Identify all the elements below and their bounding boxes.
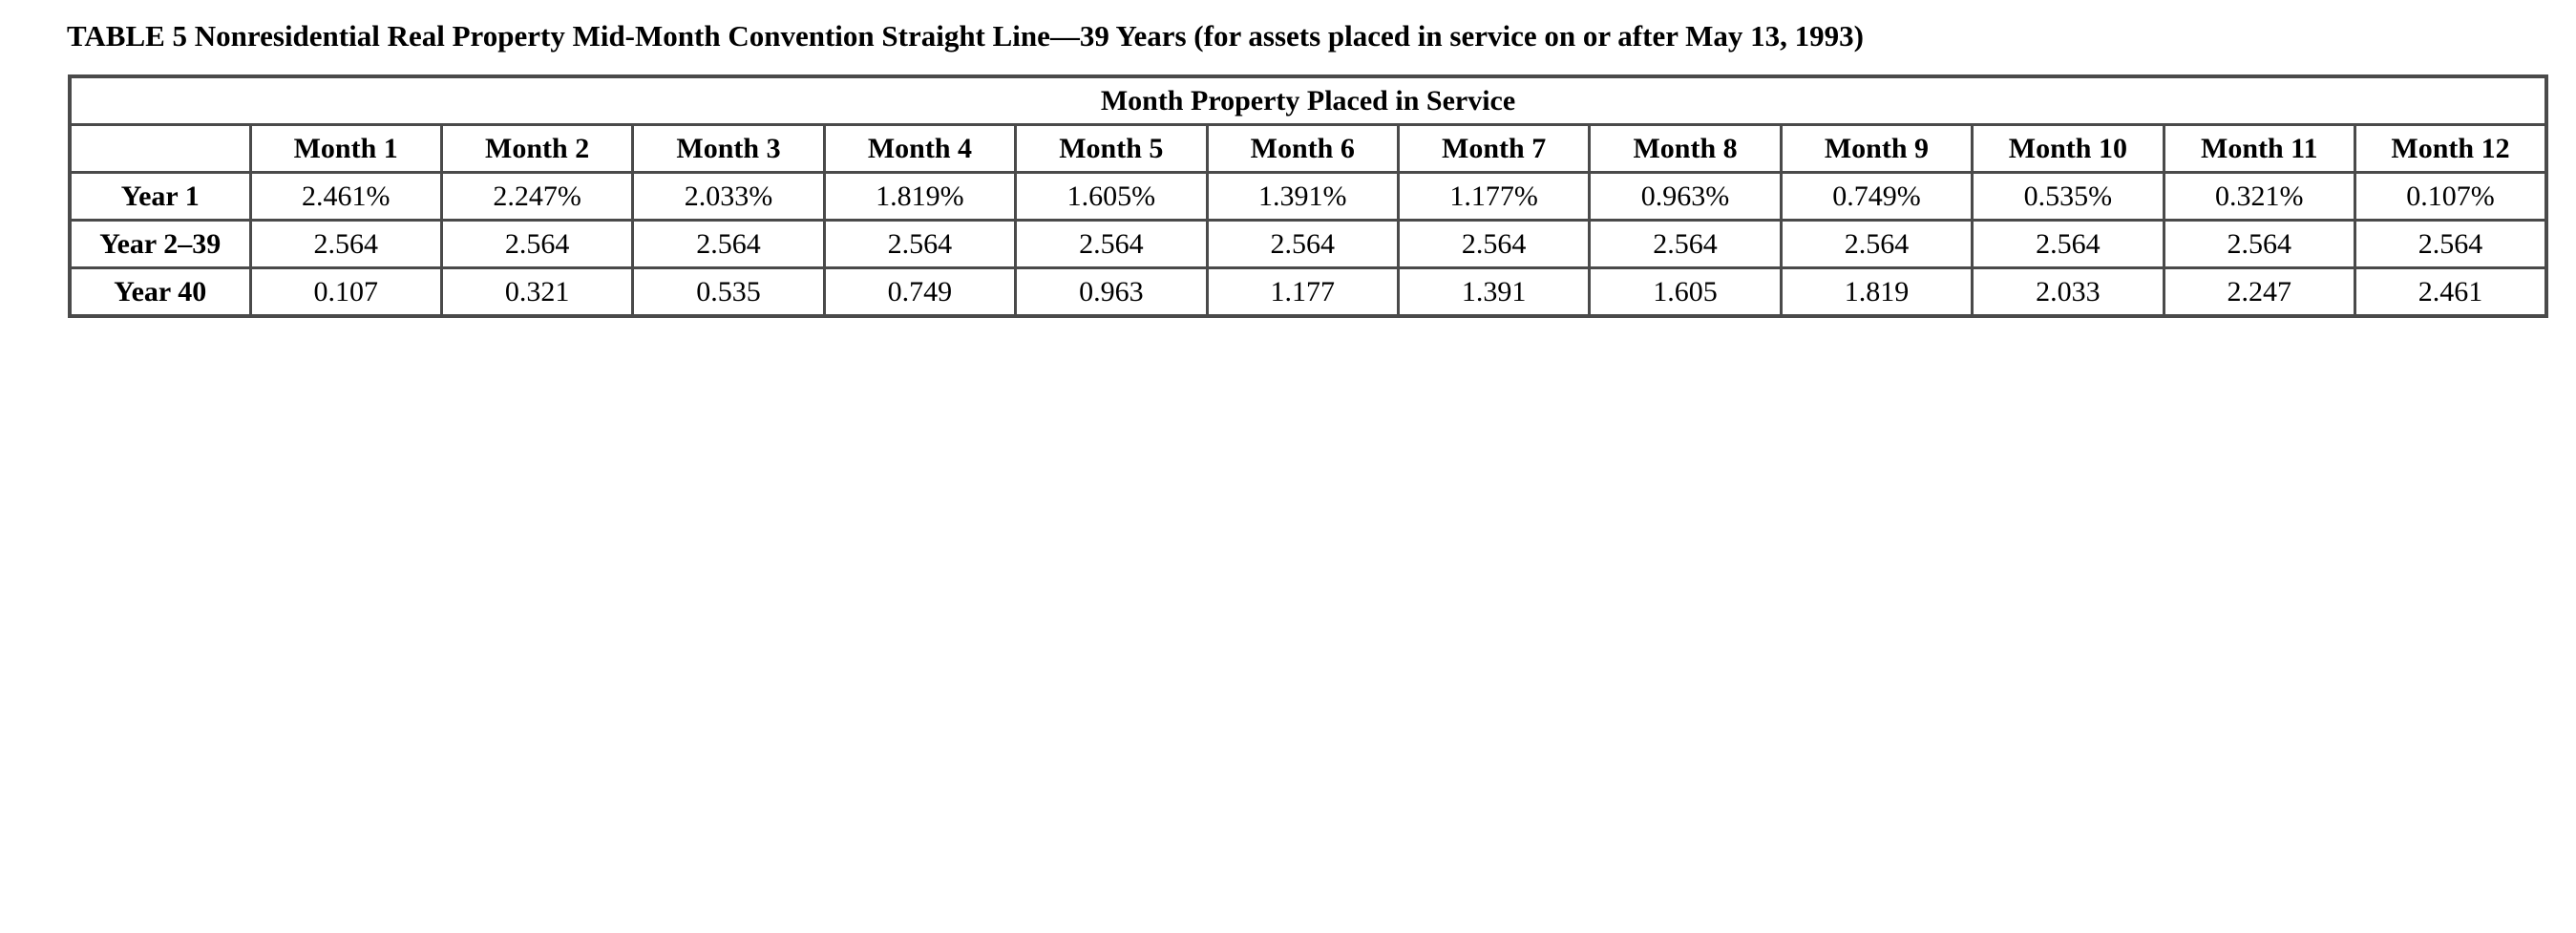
table-cell: 1.605 bbox=[1590, 268, 1781, 317]
column-header: Month 3 bbox=[633, 125, 824, 173]
column-header: Month 6 bbox=[1207, 125, 1398, 173]
table-cell: 0.749% bbox=[1781, 173, 1972, 221]
table-cell: 2.564 bbox=[441, 221, 632, 268]
table-cell: 1.391 bbox=[1398, 268, 1589, 317]
column-header: Month 5 bbox=[1016, 125, 1207, 173]
table-cell: 0.963 bbox=[1016, 268, 1207, 317]
table-cell: 1.819% bbox=[824, 173, 1015, 221]
table-row bbox=[70, 221, 2546, 268]
column-header: Month 12 bbox=[2354, 125, 2546, 173]
depreciation-table bbox=[68, 74, 2548, 318]
table-cell: 2.564 bbox=[2164, 221, 2354, 268]
table-cell: 2.247% bbox=[441, 173, 632, 221]
group-header-row bbox=[70, 76, 2546, 125]
table-cell: 2.564 bbox=[2354, 221, 2546, 268]
table-row bbox=[70, 268, 2546, 317]
row-header: Year 2–39 bbox=[70, 221, 250, 268]
table-cell: 0.107% bbox=[2354, 173, 2546, 221]
table-row bbox=[70, 173, 2546, 221]
table-cell: 2.564 bbox=[1590, 221, 1781, 268]
table-cell: 0.321 bbox=[441, 268, 632, 317]
table-cell: 2.564 bbox=[1781, 221, 1972, 268]
table-cell: 2.033 bbox=[1973, 268, 2164, 317]
table-cell: 0.535 bbox=[633, 268, 824, 317]
column-header: Month 2 bbox=[441, 125, 632, 173]
table-cell: 2.564 bbox=[1973, 221, 2164, 268]
column-header: Month 1 bbox=[250, 125, 441, 173]
table-cell: 0.535% bbox=[1973, 173, 2164, 221]
corner-cell bbox=[70, 125, 250, 173]
table-cell: 2.564 bbox=[250, 221, 441, 268]
table-cell: 0.963% bbox=[1590, 173, 1781, 221]
table-cell: 1.819 bbox=[1781, 268, 1972, 317]
table-cell: 2.564 bbox=[1398, 221, 1589, 268]
table-cell: 2.461% bbox=[250, 173, 441, 221]
row-header: Year 1 bbox=[70, 173, 250, 221]
table-cell: 0.749 bbox=[824, 268, 1015, 317]
column-header: Month 8 bbox=[1590, 125, 1781, 173]
row-header: Year 40 bbox=[70, 268, 250, 317]
column-header: Month 9 bbox=[1781, 125, 1972, 173]
table-cell: 2.564 bbox=[1016, 221, 1207, 268]
table-cell: 2.564 bbox=[633, 221, 824, 268]
table-cell: 2.247 bbox=[2164, 268, 2354, 317]
column-header: Month 11 bbox=[2164, 125, 2354, 173]
table-cell: 2.564 bbox=[824, 221, 1015, 268]
group-header: Month Property Placed in Service bbox=[70, 76, 2546, 125]
table-cell: 2.461 bbox=[2354, 268, 2546, 317]
column-header: Month 4 bbox=[824, 125, 1015, 173]
table-cell: 2.564 bbox=[1207, 221, 1398, 268]
table-cell: 2.033% bbox=[633, 173, 824, 221]
table-cell: 0.107 bbox=[250, 268, 441, 317]
column-header-row bbox=[70, 125, 2546, 173]
column-header: Month 7 bbox=[1398, 125, 1589, 173]
table-cell: 1.177% bbox=[1398, 173, 1589, 221]
table-cell: 0.321% bbox=[2164, 173, 2354, 221]
table-title: TABLE 5 Nonresidential Real Property Mid-Month Convention Straight Line—39 Years (for assets placed in service on or after May 13, 1993) bbox=[67, 19, 1864, 53]
table-cell: 1.391% bbox=[1207, 173, 1398, 221]
table-cell: 1.605% bbox=[1016, 173, 1207, 221]
column-header: Month 10 bbox=[1973, 125, 2164, 173]
table-cell: 1.177 bbox=[1207, 268, 1398, 317]
